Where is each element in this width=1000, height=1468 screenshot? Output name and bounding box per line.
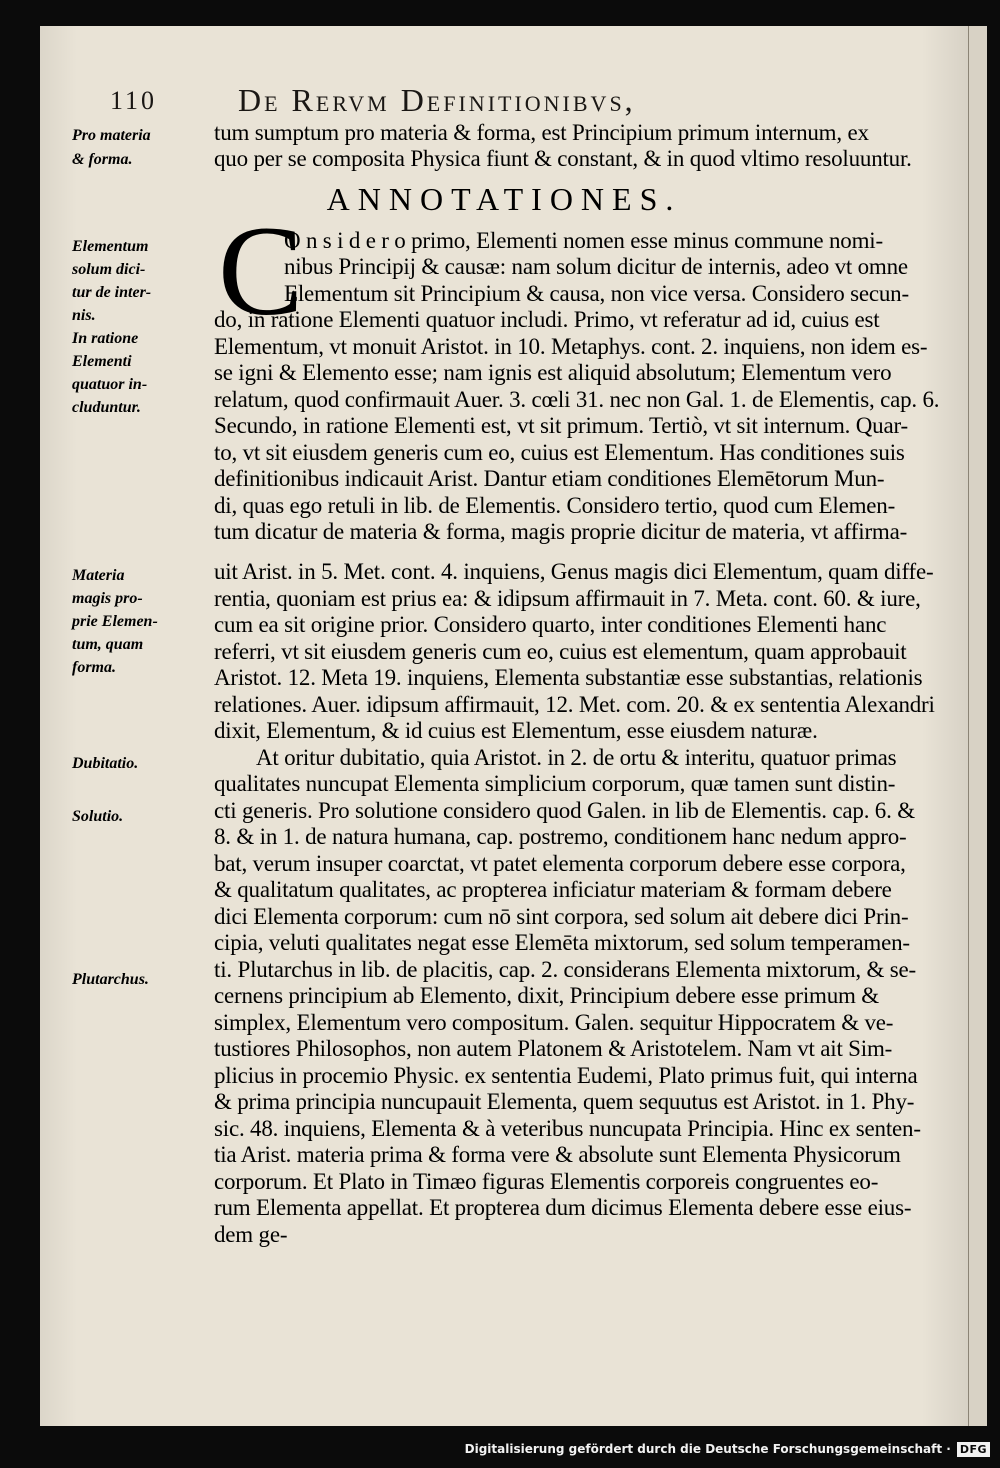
text-line: cti generis. Pro solutione considero quod Galen. in lib de Elementis. cap. 6. & bbox=[214, 798, 915, 823]
text-line: definitionibus indicauit Arist. Dantur etiam conditiones Elemētorum Mun- bbox=[214, 466, 885, 491]
margin-note: cluduntur. bbox=[72, 399, 141, 416]
text-line: to, vt sit eiusdem generis cum eo, cuius est Elementum. Has conditiones suis bbox=[214, 440, 905, 465]
margin-note: Plutarchus. bbox=[72, 971, 149, 988]
margin-note: & forma. bbox=[72, 151, 133, 168]
margin-note: tur de inter- bbox=[72, 284, 152, 301]
margin-note: nis. bbox=[72, 307, 96, 324]
dfg-logo: DFG bbox=[957, 1442, 990, 1457]
margin-note: Dubitatio. bbox=[72, 755, 139, 772]
text-line: O n s i d e r o primo, Elementi nomen esse minus commune nomi- bbox=[284, 228, 883, 253]
text-line: Elementum, vt monuit Aristot. in 10. Metaphys. cont. 2. inquiens, non idem es- bbox=[214, 334, 928, 359]
text-line: do, in ratione Elementi quatuor includi. Primo, vt referatur ad id, cuius est bbox=[214, 307, 880, 332]
text-line: rentia, quoniam est prius ea: & idipsum affirmauit in 7. Meta. cont. 60. & iure, bbox=[214, 586, 921, 611]
margin-note: quatuor in- bbox=[72, 376, 148, 393]
text-line: Aristot. 12. Meta 19. inquiens, Elementa substantiæ esse substantias, relationis bbox=[214, 665, 923, 690]
text-line: dici Elementa corporum: cum nō sint corpora, sed solum ait debere dici Prin- bbox=[214, 904, 909, 929]
text-line: Secundo, in ratione Elementi est, vt sit primum. Tertiò, vt sit internum. Quar- bbox=[214, 413, 908, 438]
text-line: ti. Plutarchus in lib. de placitis, cap. 2. considerans Elementa mixtorum, & se- bbox=[214, 957, 916, 982]
text-line: tum dicatur de materia & forma, magis proprie dicitur de materia, vt affirma- bbox=[214, 519, 908, 544]
text-line: cum ea sit origine prior. Considero quarto, inter conditiones Elementi hanc bbox=[214, 612, 887, 637]
text-line: quo per se composita Physica fiunt & constant, & in quod vltimo resoluuntur. bbox=[214, 146, 912, 171]
text-line: sic. 48. inquiens, Elementa & à veteribus nuncupata Principia. Hinc ex senten- bbox=[214, 1116, 921, 1141]
margin-note: prie Elemen- bbox=[72, 613, 158, 630]
text-line: se igni & Elemento esse; nam ignis est aliquid absolutum; Elementum vero bbox=[214, 360, 892, 385]
text-line: 8. & in 1. de natura humana, cap. postremo, conditionem hanc nedum appro- bbox=[214, 824, 907, 849]
text-line: tum sumptum pro materia & forma, est Principium primum internum, ex bbox=[214, 120, 869, 145]
margin-note: solum dici- bbox=[72, 261, 146, 278]
running-title: De Rervm Definitionibvs, bbox=[238, 82, 636, 118]
text-line: bat, verum insuper coarctat, vt patet elementa corporum debere esse corpora, bbox=[214, 851, 906, 876]
text-line: cipia, veluti qualitates negat esse Elemēta mixtorum, sed solum temperamen- bbox=[214, 930, 910, 955]
text-line: di, quas ego retuli in lib. de Elementis. Considero tertio, quod cum Elemen- bbox=[214, 493, 896, 518]
margin-note: tum, quam bbox=[72, 636, 144, 653]
text-line: relatum, quod confirmauit Auer. 3. cœli 31. nec non Gal. 1. de Elementis, cap. 6. bbox=[214, 387, 940, 412]
text-line: Elementum sit Principium & causa, non vice versa. Considero secun- bbox=[284, 281, 909, 306]
drop-cap: C bbox=[218, 200, 304, 342]
text-line: relationes. Auer. idipsum affirmauit, 12. Met. com. 20. & ex sententia Alexandri bbox=[214, 692, 935, 717]
margin-note: Pro materia bbox=[72, 127, 151, 144]
margin-note: Elementum bbox=[72, 238, 149, 255]
text-line: At oritur dubitatio, quia Aristot. in 2. de ortu & interitu, quatuor primas bbox=[256, 745, 897, 770]
text-line: qualitates nuncupat Elementa simplicium corporum, quæ tamen sunt distin- bbox=[214, 771, 896, 796]
margin-note: Solutio. bbox=[72, 808, 124, 825]
text-line: rum Elementa appellat. Et propterea dum dicimus Elementa debere esse eius- bbox=[214, 1195, 912, 1220]
text-line: referri, vt sit eiusdem generis cum eo, cuius est elementum, quam approbauit bbox=[214, 639, 907, 664]
text-line: uit Arist. in 5. Met. cont. 4. inquiens, Genus magis dici Elementum, quam diffe- bbox=[214, 559, 934, 584]
text-line: cernens principium ab Elemento, dixit, Principium debere esse primum & bbox=[214, 983, 879, 1008]
text-line: tia Arist. materia prima & forma vere & absolute sunt Elementa Physicorum bbox=[214, 1142, 901, 1167]
footer-credit bbox=[465, 1438, 990, 1460]
text-line: corporum. Et Plato in Timæo figuras Elementis corporeis congruentes eo- bbox=[214, 1169, 879, 1194]
text-line: simplex, Elementum vero compositum. Galen. sequitur Hippocratem & ve- bbox=[214, 1010, 894, 1035]
margin-note: forma. bbox=[72, 659, 116, 676]
text-line: tustiores Philosophos, non autem Platonem & Aristotelem. Nam vt ait Sim- bbox=[214, 1036, 893, 1061]
margin-note: magis pro- bbox=[72, 590, 143, 607]
margin-note: Materia bbox=[72, 567, 125, 584]
section-title: ANNOTATIONES. bbox=[326, 181, 682, 217]
margin-note: In ratione bbox=[72, 330, 139, 347]
margin-note: Elementi bbox=[72, 353, 132, 370]
footer-text: Digitalisierung gefördert durch die Deutsche Forschungsgemeinschaft · bbox=[464, 1442, 951, 1456]
text-line: dixit, Elementum, & id cuius est Elementum, esse eiusdem naturæ. bbox=[214, 718, 818, 743]
text-line: plicius in procemio Physic. ex sententia Eudemi, Plato primus fuit, qui interna bbox=[214, 1063, 918, 1088]
page-number: 110 bbox=[110, 86, 158, 115]
text-line: nibus Principij & causæ: nam solum dicitur de internis, adeo vt omne bbox=[284, 254, 908, 279]
text-line: & qualitatum qualitates, ac propterea inficiatur materiam & formam debere bbox=[214, 877, 892, 902]
text-line: & prima principia nuncupauit Elementa, quem sequutus est Aristot. in 1. Phy- bbox=[214, 1089, 915, 1114]
text-line: dem ge- bbox=[214, 1222, 288, 1247]
